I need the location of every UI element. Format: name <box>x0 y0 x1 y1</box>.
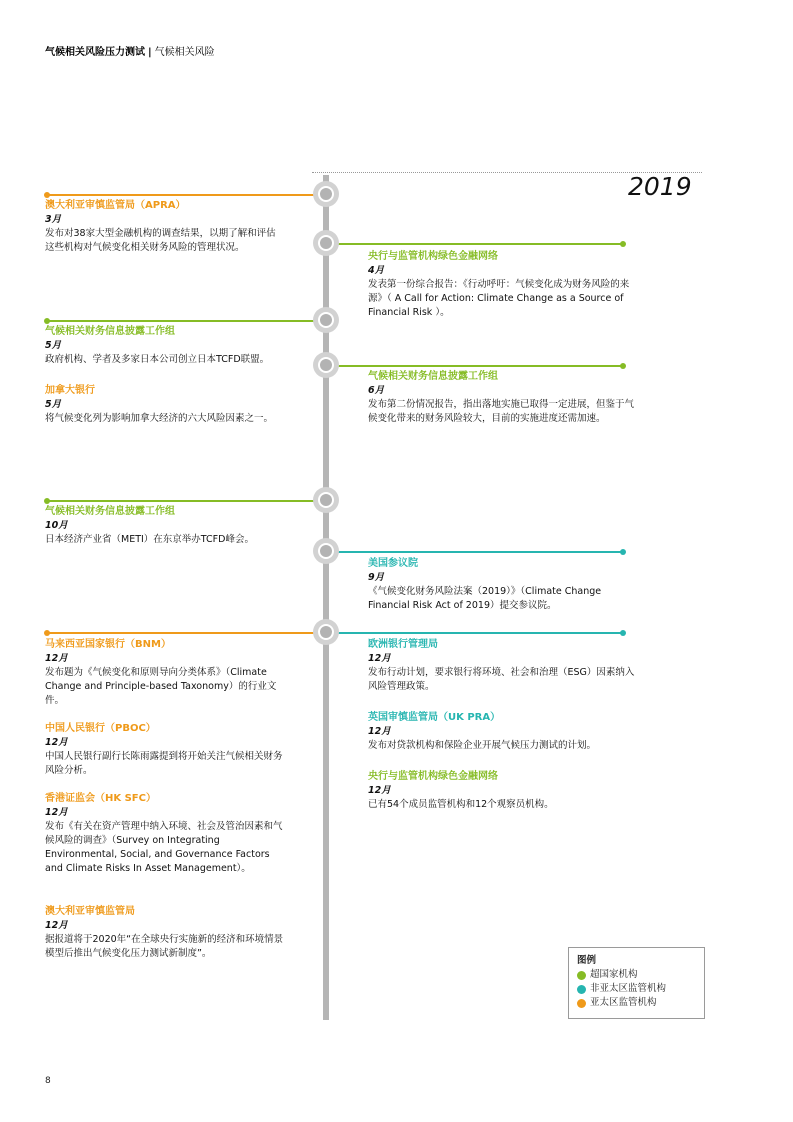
connector-eba-dec <box>326 632 624 634</box>
event-apra-dec <box>45 905 285 961</box>
event-org: 央行与监管机构绿色金融网络 <box>368 251 498 262</box>
timeline-axis <box>323 175 329 1020</box>
legend <box>568 947 705 1019</box>
event-ngfs-dec <box>368 770 643 812</box>
page-header <box>45 43 215 58</box>
event-pboc-dec <box>45 722 285 778</box>
event-org: 央行与监管机构绿色金融网络 <box>368 771 498 782</box>
event-org: 澳大利亚审慎监管局（APRA） <box>45 200 186 211</box>
event-org: 气候相关财务信息披露工作组 <box>368 371 498 382</box>
green-dot-icon <box>577 971 586 980</box>
teal-dot-icon <box>577 985 586 994</box>
event-month: 9月 <box>368 572 385 583</box>
event-month: 3月 <box>45 214 62 225</box>
event-month: 12月 <box>45 653 68 664</box>
event-month: 10月 <box>45 520 68 531</box>
event-desc: 发布题为《气候变化和原则导向分类体系》（Climate Change and Principle-based Taxonomy）的行业文件。 <box>45 667 277 706</box>
header-separator: | <box>148 47 152 58</box>
timeline-node <box>313 538 339 564</box>
connector-senate-sep <box>326 551 624 553</box>
connector-tcfd-jun <box>326 365 624 367</box>
event-org: 中国人民银行（PBOC） <box>45 723 156 734</box>
connector-apra-mar <box>46 194 326 196</box>
event-tcfd-jun <box>368 370 643 426</box>
event-tcfd-may <box>45 325 285 367</box>
event-month: 6月 <box>368 385 385 396</box>
event-desc: 日本经济产业省（METI）在东京举办TCFD峰会。 <box>45 534 254 545</box>
timeline-node <box>313 487 339 513</box>
legend-label: 亚太区监管机构 <box>590 997 657 1008</box>
legend-label: 超国家机构 <box>590 969 638 980</box>
event-desc: 将气候变化列为影响加拿大经济的六大风险因素之一。 <box>45 413 274 424</box>
legend-label: 非亚太区监管机构 <box>590 983 667 994</box>
legend-item <box>577 982 696 996</box>
event-org: 澳大利亚审慎监管局 <box>45 906 135 917</box>
event-org: 英国审慎监管局（UK PRA） <box>368 712 501 723</box>
event-org: 欧洲银行管理局 <box>368 639 438 650</box>
event-hksfc-dec <box>45 792 285 876</box>
event-ngfs-apr <box>368 250 643 320</box>
legend-title: 图例 <box>577 955 597 966</box>
event-org: 香港证监会（HK SFC） <box>45 793 156 804</box>
orange-dot-icon <box>577 999 586 1008</box>
event-month: 4月 <box>368 265 385 276</box>
event-month: 12月 <box>45 807 68 818</box>
event-org: 加拿大银行 <box>45 385 95 396</box>
connector-ngfs-apr <box>326 243 624 245</box>
timeline-node <box>313 352 339 378</box>
event-tcfd-oct <box>45 505 285 547</box>
event-desc: 中国人民银行副行长陈雨露提到将开始关注气候相关财务风险分析。 <box>45 751 283 776</box>
event-desc: 政府机构、学者及多家日本公司创立日本TCFD联盟。 <box>45 354 270 365</box>
event-ukpra-dec <box>368 711 643 753</box>
event-boc-may <box>45 384 285 426</box>
connector-tcfd-may <box>46 320 326 322</box>
event-org: 马来西亚国家银行（BNM） <box>45 639 171 650</box>
event-org: 气候相关财务信息披露工作组 <box>45 506 175 517</box>
event-desc: 发布对贷款机构和保险企业开展气候压力测试的计划。 <box>368 740 597 751</box>
timeline-node <box>313 230 339 256</box>
event-desc: 发表第一份综合报告：《行动呼吁：气候变化成为财务风险的来源》（ A Call for Action: Climate Change as a Source of Financial Risk ）。 <box>368 279 630 318</box>
event-desc: 已有54个成员监管机构和12个观察员机构。 <box>368 799 554 810</box>
event-senate-sep <box>368 557 643 613</box>
event-desc: 据报道将于2020年“在全球央行实施新的经济和环境情景模型后推出气候变化压力测试新制度”。 <box>45 934 284 959</box>
event-eba-dec <box>368 638 643 694</box>
event-month: 5月 <box>45 340 62 351</box>
timeline-node <box>313 619 339 645</box>
page-number: 8 <box>45 1076 51 1086</box>
event-apra-mar <box>45 199 285 255</box>
timeline-node <box>313 181 339 207</box>
year-label: 2019 <box>628 172 692 201</box>
event-month: 12月 <box>368 653 391 664</box>
timeline-node <box>313 307 339 333</box>
header-subtitle: 气候相关风险 <box>154 47 215 58</box>
event-month: 12月 <box>45 737 68 748</box>
event-desc: 发布对38家大型金融机构的调查结果，以期了解和评估这些机构对气候变化相关财务风险的管理状况。 <box>45 228 276 253</box>
event-desc: 发布《有关在资产管理中纳入环境、社会及管治因素和气候风险的调查》（Survey on Integrating Environmental, Social, and Governance Factors and Climate Risks In Asset Management）。 <box>45 821 283 874</box>
event-org: 气候相关财务信息披露工作组 <box>45 326 175 337</box>
event-month: 12月 <box>368 785 391 796</box>
event-desc: 发布行动计划，要求银行将环境、社会和治理（ESG）因素纳入风险管理政策。 <box>368 667 635 692</box>
event-desc: 发布第二份情况报告，指出落地实施已取得一定进展，但鉴于气候变化带来的财务风险较大，目前的实施进度还需加速。 <box>368 399 635 424</box>
event-month: 12月 <box>45 920 68 931</box>
header-title: 气候相关风险压力测试 <box>45 47 145 58</box>
event-desc: 《气候变化财务风险法案（2019）》（Climate Change Financial Risk Act of 2019）提交参议院。 <box>368 586 602 611</box>
legend-item <box>577 996 696 1010</box>
connector-tcfd-oct <box>46 500 326 502</box>
event-org: 美国参议院 <box>368 558 418 569</box>
event-month: 5月 <box>45 399 62 410</box>
connector-bnm-dec <box>46 632 326 634</box>
event-bnm-dec <box>45 638 285 708</box>
legend-item <box>577 968 696 982</box>
event-month: 12月 <box>368 726 391 737</box>
